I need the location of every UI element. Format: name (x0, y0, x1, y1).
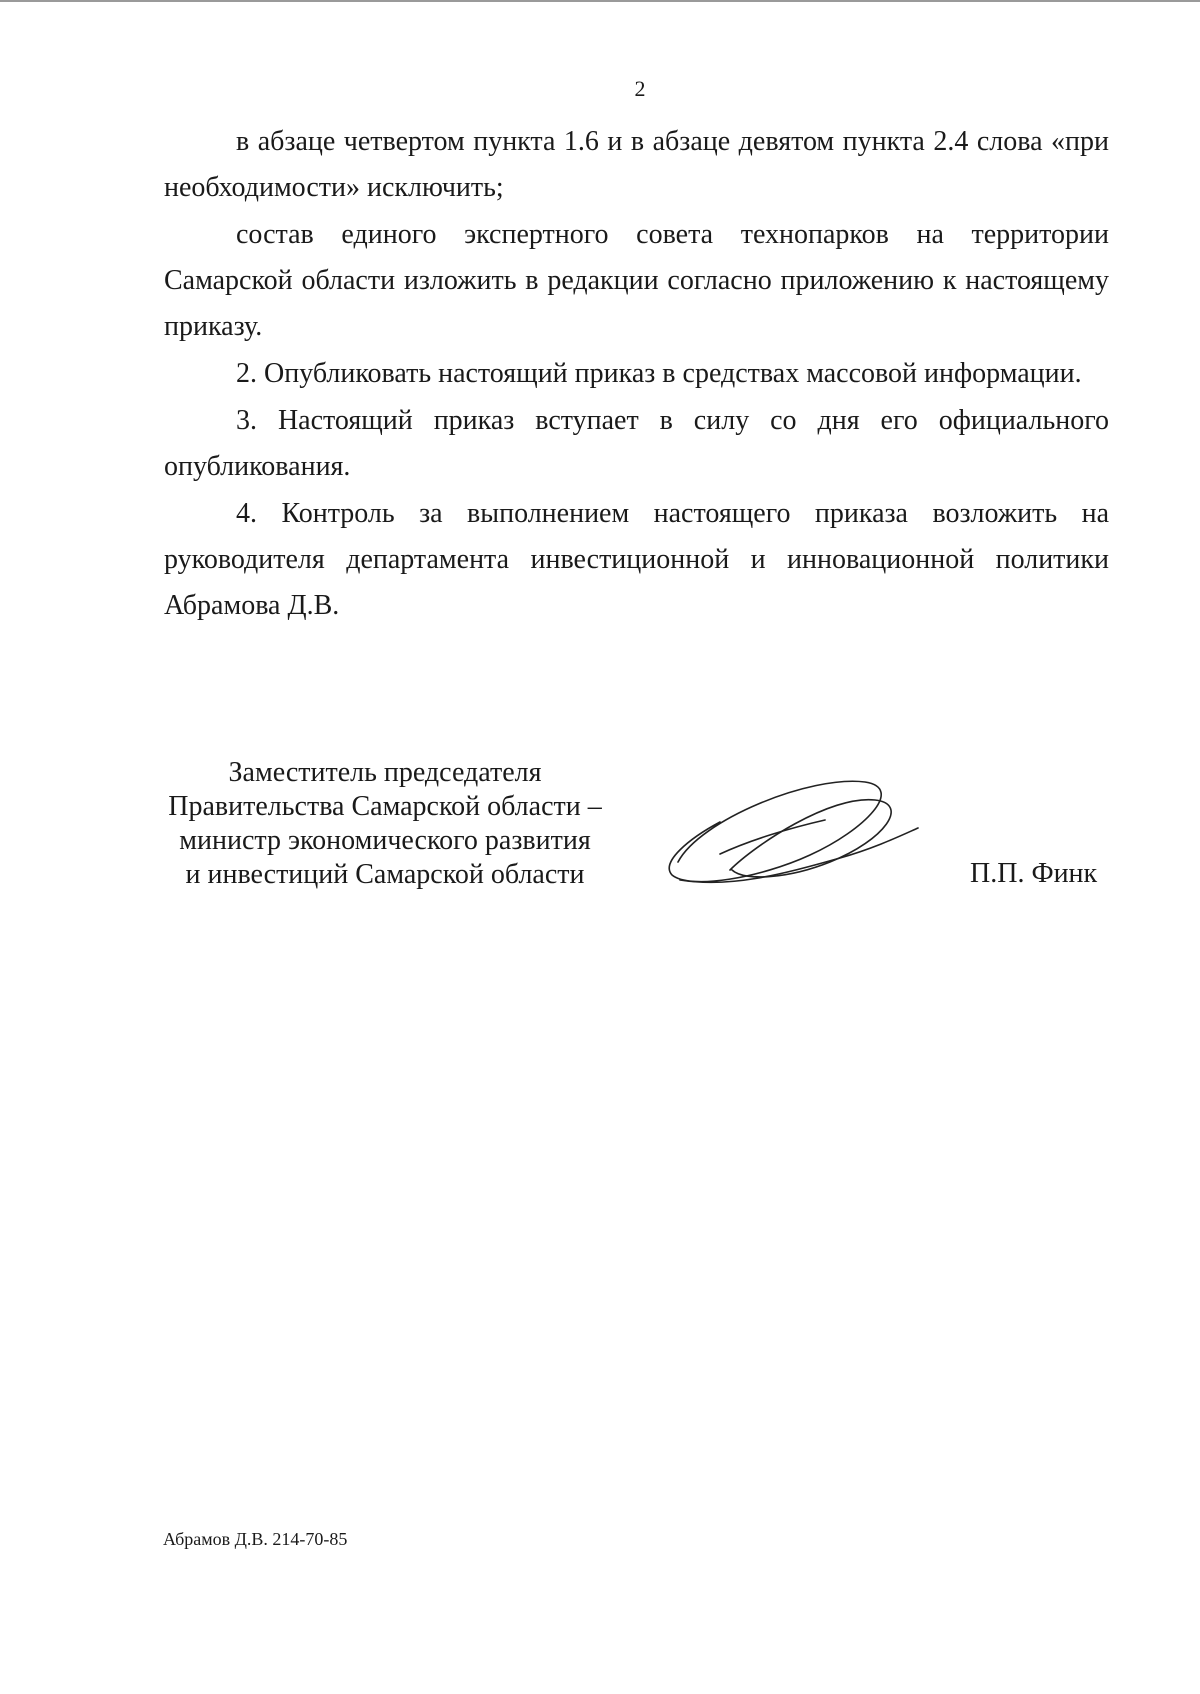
paragraph-item-4: 4. Контроль за выполнением настоящего приказа возложить на руководителя департамента инвестиционной и инновационной политики Абрамова Д.В. (164, 498, 1109, 621)
signatory-title (150, 756, 620, 892)
paragraph-item-2: 2. Опубликовать настоящий приказ в средствах массовой информации. (236, 358, 1082, 389)
executor-contact: Абрамов Д.В. 214-70-85 (163, 1529, 348, 1549)
paragraph-item-3: 3. Настоящий приказ вступает в силу со дня его официального опубликования. (164, 405, 1109, 482)
paragraph-amendment-1: в абзаце четвертом пункта 1.6 и в абзаце девятом пункта 2.4 слова «при необходимости» исключить; (164, 126, 1109, 203)
page-top-border (0, 0, 1200, 2)
signatory-title-line: и инвестиций Самарской области (185, 859, 585, 890)
signatory-title-line: Заместитель председателя (228, 757, 542, 788)
paragraph-amendment-2: состав единого экспертного совета технопарков на территории Самарской области изложить в редакции согласно приложению к настоящему приказу. (164, 219, 1109, 342)
signatory-title-line: министр экономического развития (179, 825, 591, 856)
handwritten-signature-icon (660, 770, 920, 910)
signatory-title-line: Правительства Самарской области – (168, 791, 602, 822)
page-number: 2 (634, 76, 646, 101)
document-body (164, 119, 1109, 629)
signatory-name: П.П. Финк (970, 858, 1098, 889)
